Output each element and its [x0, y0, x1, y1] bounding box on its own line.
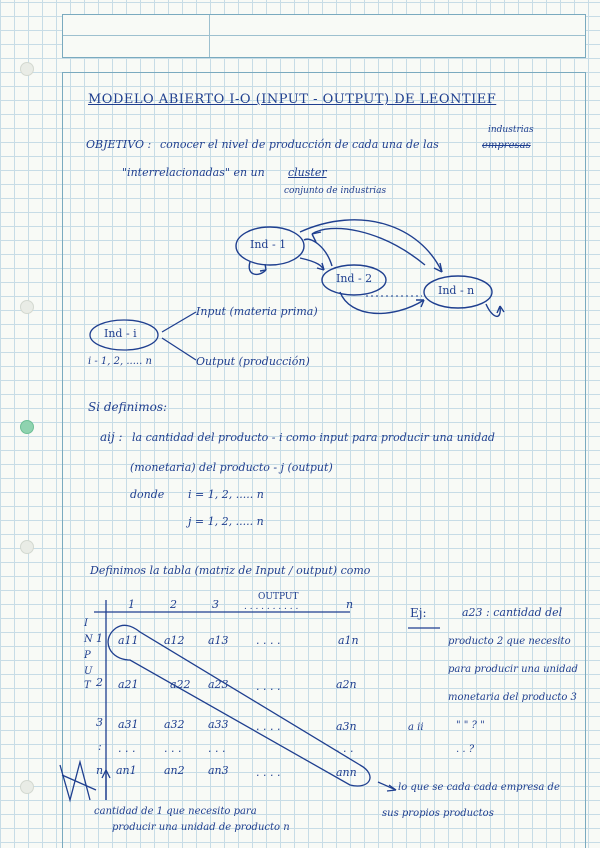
input-axis-letter: N [84, 634, 93, 645]
input-axis-letter: I [84, 618, 88, 629]
arrow-ind1-to-indn [300, 220, 442, 272]
col-header: 2 [170, 598, 177, 611]
row-header: 2 [96, 676, 103, 689]
arrow-note-line1: cantidad de 1 que necesito para [94, 806, 257, 817]
example-line5-b: " " ? " [456, 720, 485, 731]
matrix-cell: a33 [208, 718, 229, 731]
example-label: Ej: [410, 606, 427, 620]
input-axis-letter: P [84, 650, 91, 661]
objective-label: OBJETIVO : [86, 138, 152, 151]
matrix-cell: ann [336, 766, 357, 779]
matrix-cell: . . . . [256, 720, 281, 733]
col-header: 1 [128, 598, 135, 611]
branch-input [162, 312, 196, 332]
matrix-cell: a2n [336, 678, 357, 691]
matrix-cell: . . . . [256, 634, 281, 647]
example-line4: monetaria del producto 3 [448, 692, 577, 703]
matrix-cell: . . . . [256, 766, 281, 779]
row-header: : [98, 740, 102, 753]
col-header: 3 [212, 598, 219, 611]
row-header: 1 [96, 632, 103, 645]
matrix-cell: a13 [208, 634, 229, 647]
matrix-cell: a12 [164, 634, 185, 647]
diagonal-highlight-loop [108, 625, 370, 786]
example-line3: para producir una unidad [448, 664, 578, 675]
matrix-cell: . . . . [256, 680, 281, 693]
matrix-cell: an2 [164, 764, 185, 777]
table-intro: Definimos la tabla (matriz de Input / output) como [90, 564, 371, 577]
row-header: 3 [96, 716, 103, 729]
output-axis-label: OUTPUT [258, 592, 299, 602]
diagonal-note-line2: sus propios productos [382, 808, 494, 819]
matrix-cell: a22 [170, 678, 191, 691]
node-ind-1-label: Ind - 1 [250, 238, 287, 251]
branch-output [162, 338, 196, 360]
matrix-cell: . . . [208, 742, 226, 755]
row-header: n [96, 764, 104, 777]
example-line6: . . ? [456, 744, 475, 755]
matrix-cell: an3 [208, 764, 229, 777]
matrix-cell: . . . [164, 742, 182, 755]
matrix-cell: a1n [338, 634, 359, 647]
matrix-cell: . . . [336, 742, 354, 755]
objective-line2: "interrelacionadas" en un [122, 166, 265, 179]
example-line1: a23 : cantidad del [462, 606, 563, 619]
industry-range: i - 1, 2, ..... n [88, 356, 152, 367]
example-line2: producto 2 que necesito [448, 636, 571, 647]
cluster-note: conjunto de industrias [284, 186, 387, 196]
objective-text: conocer el nivel de producción de cada una de las [160, 138, 439, 151]
col-header: n [346, 598, 354, 611]
matrix-cell: a31 [118, 718, 139, 731]
node-ind-i-label: Ind - i [104, 327, 137, 340]
j-range: j = 1, 2, ..... n [188, 515, 264, 528]
definitions-heading: Si definimos: [88, 400, 168, 414]
node-ind-2-label: Ind - 2 [336, 272, 373, 285]
input-axis-letter: U [84, 666, 93, 677]
objective-inserted-word: industrias [488, 125, 534, 135]
cluster-word: cluster [288, 166, 327, 179]
matrix-cell: a3n [336, 720, 357, 733]
matrix-cell: a21 [118, 678, 139, 691]
arrow-ind1-to-ind2 [300, 258, 324, 270]
donde-label: donde [130, 488, 165, 501]
input-label: Input (materia prima) [196, 305, 318, 318]
matrix-cell: a23 [208, 678, 229, 691]
matrix-cell: a11 [118, 634, 139, 647]
output-label: Output (producción) [196, 355, 310, 368]
objective-struck-word: empresas [482, 140, 531, 151]
i-range: i = 1, 2, ..... n [188, 488, 264, 501]
diagonal-note-line1: lo que se cada cada empresa de [398, 782, 560, 793]
definition-line1: la cantidad del producto - i como input para producir una unidad [132, 431, 495, 444]
matrix-cell: an1 [116, 764, 137, 777]
page-title: MODELO ABIERTO I-O (INPUT - OUTPUT) DE LEONTIEF [88, 92, 497, 107]
definition-line2: (monetaria) del producto - j (output) [130, 461, 333, 474]
aij-label: aij : [100, 430, 123, 444]
example-line5-a: a ii [408, 722, 424, 733]
matrix-cell: a32 [164, 718, 185, 731]
node-ind-n-label: Ind - n [438, 284, 475, 297]
arrow-note-line2: producir una unidad de producto n [112, 822, 290, 833]
col-header-dots: . . . . . . . . . . [244, 602, 299, 612]
input-axis-letter: T [84, 680, 91, 691]
matrix-cell: . . . [118, 742, 136, 755]
